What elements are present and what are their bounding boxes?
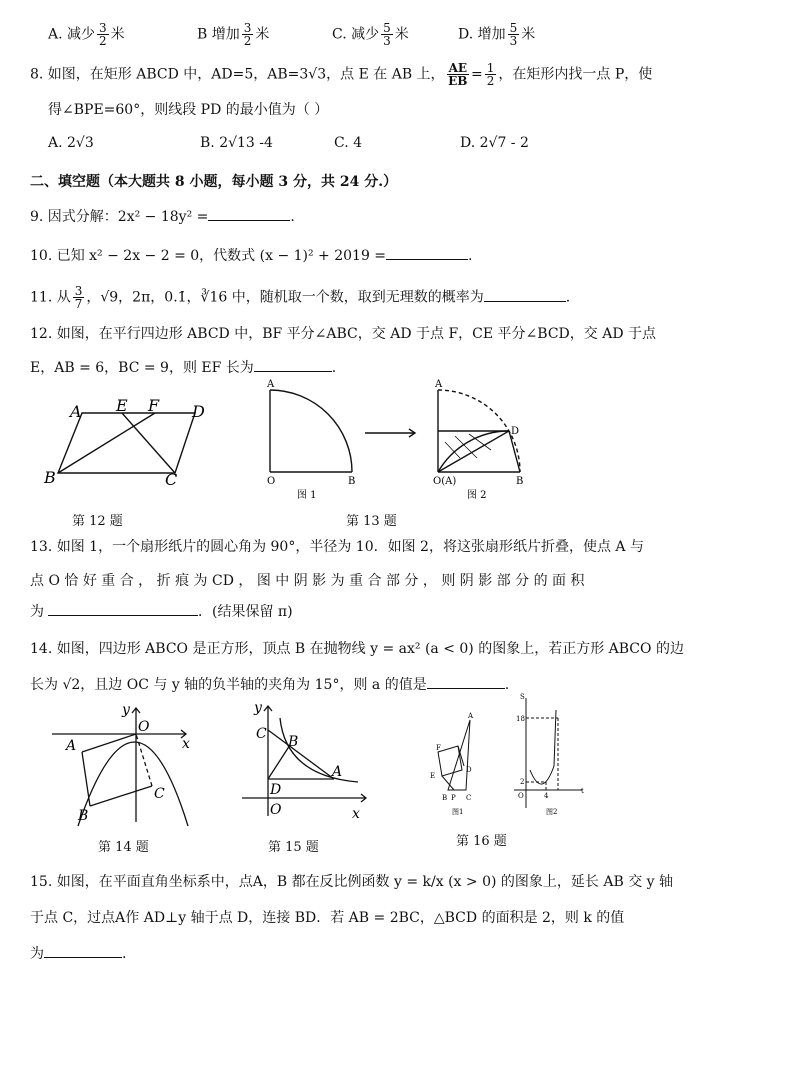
s-t-curve xyxy=(530,710,556,784)
fig1-arc xyxy=(270,390,352,472)
side-ab xyxy=(82,752,90,806)
figure-14-caption: 第 14 题 xyxy=(98,840,149,855)
q11 xyxy=(30,285,570,310)
label-b: B xyxy=(442,794,448,802)
fraction xyxy=(381,22,393,47)
numerator: 5 xyxy=(383,21,391,35)
q7-option-a xyxy=(48,22,125,47)
q13-line3 xyxy=(30,602,293,622)
label-t: t xyxy=(581,787,584,795)
q15-line1: 15. 如图，在平面直角坐标系中，点A，B 都在反比例函数 y = k/x (x > 0) 的图象上，延长 AB 交 y 轴 xyxy=(30,874,674,890)
hyperbola-curve xyxy=(280,718,358,782)
q13-line1: 13. 如图 1，一个扇形纸片的圆心角为 90°，半径为 10．如图 2，将这张扇形纸片折叠，使点 A 与 xyxy=(30,539,644,555)
q7-option-d xyxy=(458,22,535,47)
period: . xyxy=(565,289,571,306)
answer-blank[interactable] xyxy=(484,301,566,302)
answer-blank[interactable] xyxy=(254,371,332,372)
label-x: x xyxy=(182,736,190,752)
q15-line3 xyxy=(30,944,126,964)
q8-option-c: C. 4 xyxy=(334,135,363,151)
numerator: AE xyxy=(448,61,468,75)
fig2-subcaption: 图2 xyxy=(546,808,558,816)
label-a: A xyxy=(468,712,474,720)
figure-14-parabola xyxy=(48,698,198,828)
unit: 米 xyxy=(110,26,125,43)
label-d: D xyxy=(192,402,205,421)
label-s: S xyxy=(520,693,525,701)
parallelogram-abcd xyxy=(58,413,195,473)
label-a: A xyxy=(66,738,77,754)
fig2-label-d: D xyxy=(511,426,520,437)
q11-text-b: ，√9，2π，0.1̇，∛16 中，随机取一个数，取到无理数的概率为 xyxy=(86,289,484,306)
q10-text: 10. 已知 x² − 2x − 2 = 0，代数式 (x − 1)² + 2019 = xyxy=(30,248,387,264)
fraction xyxy=(242,22,254,47)
q11-text-a: 11. 从 xyxy=(30,289,71,306)
figure-13-sector xyxy=(255,378,535,503)
q7-option-b xyxy=(197,22,269,47)
figure-16-caption: 第 16 题 xyxy=(456,834,507,849)
fig1-label-b: B xyxy=(348,476,356,487)
section-title: 二、填空题（本大题共 8 小题，每小题 3 分，共 24 分.） xyxy=(30,174,398,190)
figure-15-hyperbola xyxy=(240,698,372,822)
q8-text-a: 8. 如图，在矩形 ABCD 中，AD=5，AB=3√3，点 E 在 AB 上， xyxy=(30,66,445,83)
numerator: 3 xyxy=(99,21,107,35)
q8-option-d: D. 2√7 - 2 xyxy=(460,135,529,151)
fig2-label-o-a: O(A) xyxy=(433,476,457,487)
unit: 米 xyxy=(521,26,536,43)
answer-blank[interactable] xyxy=(48,615,198,616)
answer-blank[interactable] xyxy=(386,259,468,260)
q8-line1 xyxy=(30,62,652,87)
period: . xyxy=(504,677,510,693)
denominator: 2 xyxy=(486,74,495,88)
period: . xyxy=(290,209,295,225)
numerator: 5 xyxy=(509,21,518,35)
segment-ce xyxy=(122,413,175,473)
side-bc xyxy=(90,786,152,806)
q7-option-d-prefix: D. 增加 xyxy=(458,26,506,43)
label-18: 18 xyxy=(516,715,525,723)
q8-line2: 得∠BPE=60°，则线段 PD 的最小值为（ ） xyxy=(48,102,329,118)
q12-text: E，AB = 6，BC = 9，则 EF 长为 xyxy=(30,360,254,376)
label-f: F xyxy=(436,744,441,752)
label-d: D xyxy=(466,766,472,774)
label-c: C xyxy=(165,470,178,489)
label-2: 2 xyxy=(520,778,525,786)
label-o: O xyxy=(138,719,150,735)
q14-line1: 14. 如图，四边形 ABCO 是正方形，顶点 B 在抛物线 y = ax² (a < 0) 的图象上，若正方形 ABCO 的边 xyxy=(30,641,684,657)
label-4: 4 xyxy=(544,792,549,800)
q12-line1: 12. 如图，在平行四边形 ABCD 中，BF 平分∠ABC，交 AD 于点 F，CE 平分∠BCD，交 AD 于点 xyxy=(30,326,656,342)
figure-12-caption: 第 12 题 xyxy=(72,514,123,529)
period: . xyxy=(331,360,337,376)
denominator: 3 xyxy=(383,34,391,48)
q14-text: 长为 √2，且边 OC 与 y 轴的负半轴的夹角为 15°，则 a 的值是 xyxy=(30,677,427,693)
answer-blank[interactable] xyxy=(427,688,505,689)
fraction xyxy=(97,22,109,47)
hatch-line xyxy=(445,442,460,458)
denominator: EB xyxy=(448,74,468,88)
label-y: y xyxy=(254,700,262,716)
denominator: 2 xyxy=(99,34,107,48)
numerator: 3 xyxy=(74,284,83,298)
parabola-curve xyxy=(78,742,188,826)
label-a: A xyxy=(332,764,343,780)
unit: 米 xyxy=(394,26,409,43)
q7-option-a-prefix: A. 减少 xyxy=(48,26,96,43)
q7-option-c xyxy=(332,22,409,47)
q12-line2 xyxy=(30,358,336,378)
label-y: y xyxy=(122,702,130,718)
label-x: x xyxy=(352,806,360,822)
q9 xyxy=(30,207,295,227)
fig2-label-b: B xyxy=(516,476,524,487)
segment-bf xyxy=(58,413,155,473)
label-f: F xyxy=(148,396,160,415)
denominator: 7 xyxy=(74,297,83,311)
figure-15-caption: 第 15 题 xyxy=(268,840,319,855)
fraction-ae-eb xyxy=(447,62,469,87)
q8-option-b: B. 2√13 -4 xyxy=(200,135,273,151)
figure-12-parallelogram xyxy=(40,395,220,495)
label-b: B xyxy=(44,468,56,487)
label-c: C xyxy=(466,794,472,802)
label-p: P xyxy=(451,794,456,802)
label-a: A xyxy=(70,402,82,421)
label-e: E xyxy=(430,772,436,780)
label-c: C xyxy=(154,786,165,802)
q13-text-b: ．(结果保留 π) xyxy=(198,604,293,620)
fraction xyxy=(508,22,520,47)
inner-square xyxy=(438,746,462,776)
label-c: C xyxy=(256,726,267,742)
q7-option-b-prefix: B 增加 xyxy=(197,26,240,43)
q15-text: 为 xyxy=(30,946,44,962)
answer-blank[interactable] xyxy=(44,957,122,958)
numerator: 1 xyxy=(486,61,495,75)
q13-text-a: 为 xyxy=(30,604,44,620)
segment-ca xyxy=(268,730,334,779)
label-b: B xyxy=(78,808,89,824)
q8-option-a: A. 2√3 xyxy=(48,135,94,151)
q13-line2: 点 O 恰 好 重 合 ， 折 痕 为 CD ， 图 中 阴 影 为 重 合 部 分 ， 则 阴 影 部 分 的 面 积 xyxy=(30,573,585,589)
q8-text-b: ，在矩形内找一点 P，使 xyxy=(498,66,653,83)
figure-16 xyxy=(418,690,588,822)
label-d: D xyxy=(270,782,282,798)
fig2-segment-db xyxy=(509,431,520,472)
period: . xyxy=(468,248,473,264)
fig2-label-a: A xyxy=(435,379,443,390)
fig1-subcaption: 图1 xyxy=(452,808,464,816)
q7-option-c-prefix: C. 减少 xyxy=(332,26,380,43)
q10 xyxy=(30,246,473,266)
fig1-subcaption: 图 1 xyxy=(297,490,317,501)
label-o: O xyxy=(270,802,282,818)
unit: 米 xyxy=(255,26,270,43)
fraction-one-half xyxy=(485,62,497,87)
q9-text: 9. 因式分解：2x² − 18y² = xyxy=(30,209,209,225)
segment-db xyxy=(268,745,290,779)
label-b: B xyxy=(288,734,299,750)
period: . xyxy=(122,946,127,962)
equals-sign: = xyxy=(471,66,483,83)
numerator: 3 xyxy=(243,21,252,35)
fraction xyxy=(73,285,85,310)
q15-line2: 于点 C，过点A作 AD⊥y 轴于点 D，连接 BD．若 AB = 2BC，△BCD 的面积是 2，则 k 的值 xyxy=(30,910,625,926)
label-o: O xyxy=(518,792,524,800)
fig1-label-a: A xyxy=(267,379,275,390)
figure-13-caption: 第 13 题 xyxy=(346,514,397,529)
fig2-subcaption: 图 2 xyxy=(467,490,487,501)
denominator: 3 xyxy=(509,34,518,48)
answer-blank[interactable] xyxy=(208,220,290,221)
denominator: 2 xyxy=(243,34,252,48)
fig1-label-o: O xyxy=(267,476,276,487)
label-e: E xyxy=(116,396,128,415)
